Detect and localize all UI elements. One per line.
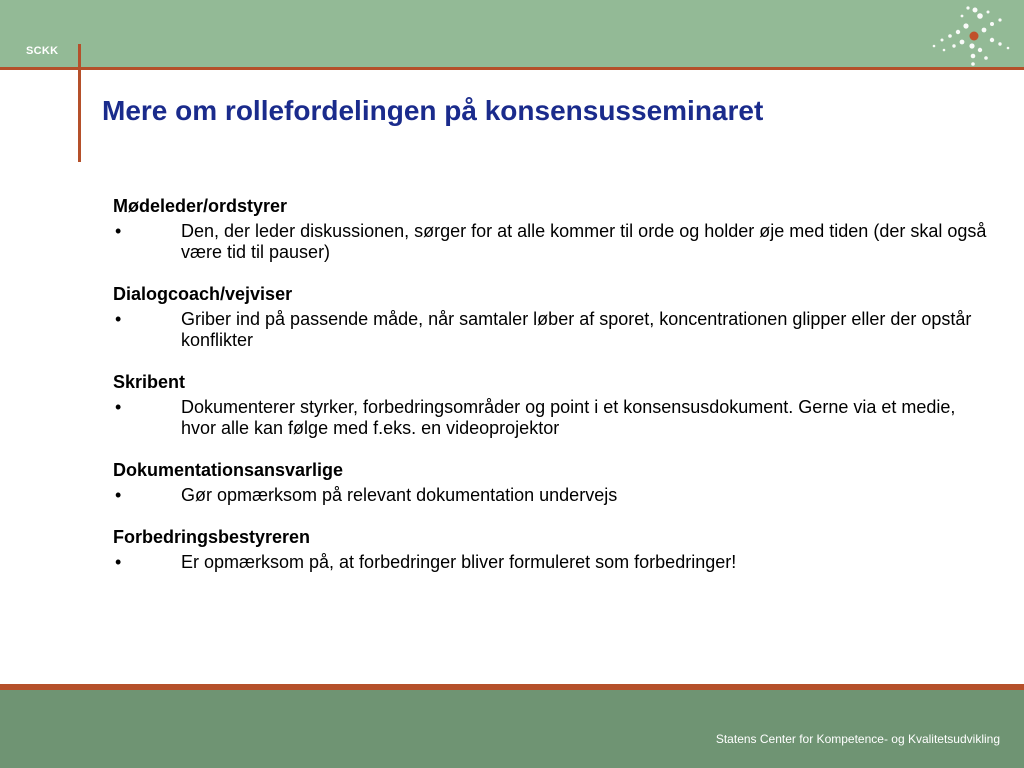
role-description: Den, der leder diskussionen, sørger for at alle kommer til orde og holder øje med tiden (der skal også være tid til pauser)	[181, 221, 987, 262]
role-description: Dokumenterer styrker, forbedringsområder og point i et konsensusdokument. Gerne via et medie, hvor alle kan følge med f.eks. en videoprojektor	[181, 397, 956, 438]
role-description: Er opmærksom på, at forbedringer bliver formuleret som forbedringer!	[181, 552, 737, 572]
role-heading: Skribent	[113, 372, 186, 392]
role-section	[113, 283, 993, 351]
roles-list	[113, 195, 993, 593]
role-bullet	[113, 221, 993, 263]
vertical-accent-line	[78, 44, 81, 162]
role-heading: Dokumentationsansvarlige	[113, 460, 344, 480]
role-section	[113, 459, 993, 506]
role-bullet	[113, 552, 993, 573]
role-section	[113, 195, 993, 263]
role-description: Griber ind på passende måde, når samtaler løber af sporet, koncentrationen glipper eller der opstår konflikter	[181, 309, 972, 350]
role-heading: Dialogcoach/vejviser	[113, 284, 293, 304]
bullet-icon: •	[115, 485, 122, 505]
footer-band	[0, 690, 1024, 768]
role-heading: Mødeleder/ordstyrer	[113, 196, 288, 216]
header-band	[0, 0, 1024, 68]
role-bullet	[113, 485, 993, 506]
role-description: Gør opmærksom på relevant dokumentation undervejs	[181, 485, 618, 505]
bullet-icon: •	[115, 552, 122, 572]
role-bullet	[113, 397, 993, 439]
role-section	[113, 526, 993, 573]
bullet-icon: •	[115, 221, 122, 241]
header-divider	[0, 67, 1024, 70]
role-bullet	[113, 309, 993, 351]
bullet-icon: •	[115, 397, 122, 417]
role-heading: Forbedringsbestyreren	[113, 527, 311, 547]
footer-organization: Statens Center for Kompetence- og Kvalitetsudvikling	[715, 732, 1000, 746]
bullet-icon: •	[115, 309, 122, 329]
role-section	[113, 371, 993, 439]
brand-label: SCKK	[26, 45, 59, 57]
page-title: Mere om rollefordelingen på konsensusseminaret	[102, 95, 764, 126]
logo-icon	[918, 2, 1018, 70]
